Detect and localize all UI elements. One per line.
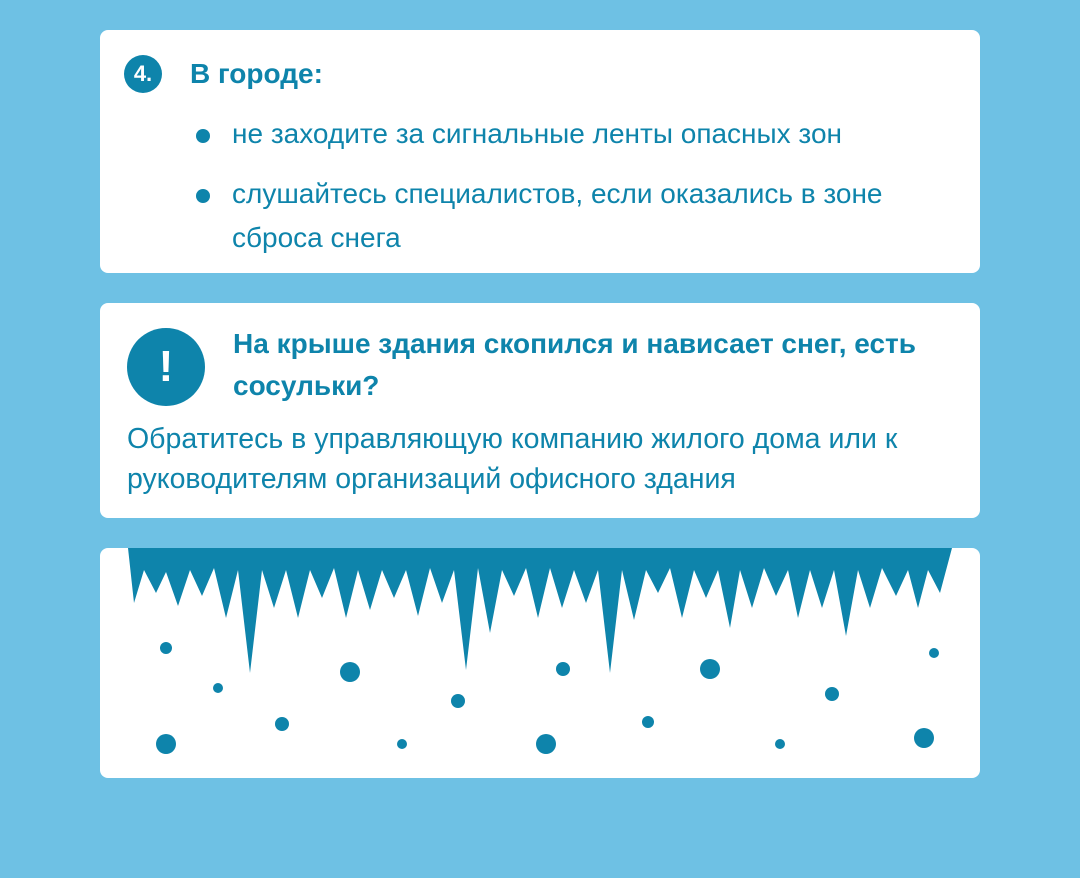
snowflake [156,734,176,754]
alert-answer: Обратитесь в управляющую компанию жилого дома или к руководителям организаций офисного здания [127,423,898,495]
section-title: В городе: [190,58,323,89]
snowflake [275,717,289,731]
snowflake [556,662,570,676]
bullet-icon [196,189,210,203]
step-number-badge: 4. [124,55,162,93]
snowflake [160,642,172,654]
city-rules-card [100,30,980,273]
snowflake [929,648,939,658]
list-item-text: не заходите за сигнальные ленты опасных зон [232,118,842,149]
snowflake [451,694,465,708]
roof-snow-alert-card [100,303,980,518]
list-item [196,112,952,156]
snowflake [536,734,556,754]
list-item-text: слушайтесь специалистов, если оказались в зоне сброса снега [232,178,883,253]
snowflakes [156,642,939,754]
icicles-illustration [100,548,980,778]
bullet-icon [196,129,210,143]
snowflake [213,683,223,693]
snowflake [825,687,839,701]
snowflake [642,716,654,728]
icicles-illustration-card [100,548,980,778]
snowflake [775,739,785,749]
snowflake [914,728,934,748]
exclamation-icon: ! [127,328,205,406]
snowflake [340,662,360,682]
snowflake [397,739,407,749]
list-item [196,172,952,260]
snowflake [700,659,720,679]
alert-question: На крыше здания скопился и нависает снег, есть сосульки? [233,328,916,401]
icicles-shape [128,548,952,673]
